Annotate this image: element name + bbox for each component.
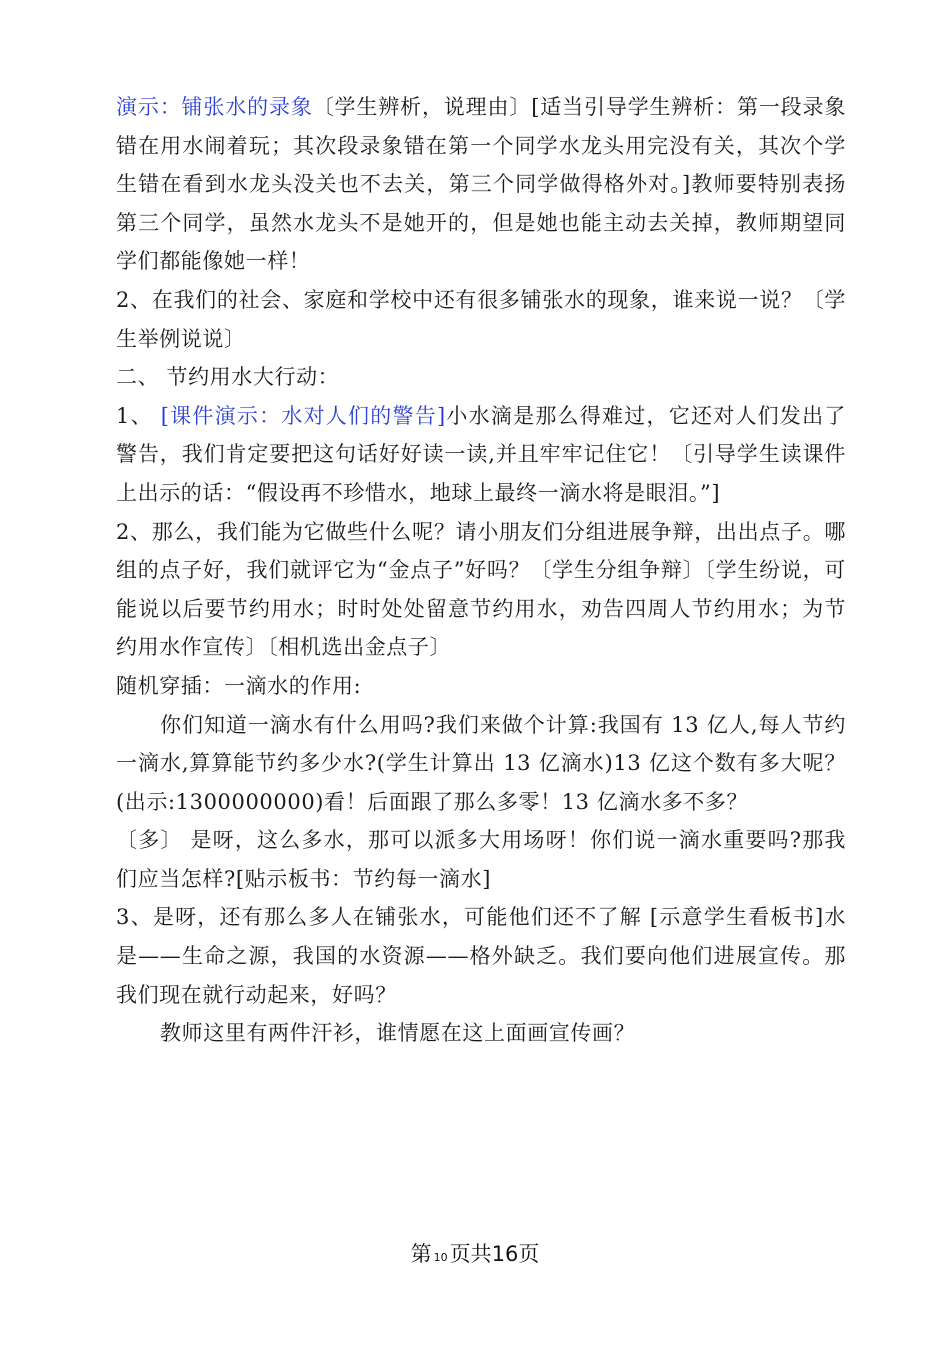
paragraph-group-discussion: 2、那么，我们能为它做些什么呢？请小朋友们分组进展争辩，出出点子。哪组的点子好，我们就评它为“金点子”好吗？〔学生分组争辩〕〔学生纷说，可能说以后要节约用水；时时处处留意节约用水，劝告四周人节约用水；为节约用水作宣传〕〔相机选出金点子〕 [116,519,846,660]
footer-total-pages: 16 [491,1242,519,1266]
item-number: 1、 [116,403,161,428]
paragraph-tshirt-painting: 教师这里有两件汗衫，谁情愿在这上面画宣传画？ [160,1021,636,1046]
footer-prefix: 第 [410,1242,432,1266]
paragraph-calculation: 你们知道一滴水有什么用吗?我们来做个计算:我国有 13 亿人,每人节约一滴水,算算能节约多少水?(学生计算出 13 亿滴水)13 亿这个数有多大呢？(出示:1300000000)看！后面跟了那么多零！13 亿滴水多不多？ [116,712,846,814]
footer-suffix: 页 [518,1242,540,1266]
document-body [116,88,846,1053]
paragraph-publicity: 3、是呀，还有那么多人在铺张水，可能他们还不了解 [示意学生看板书]水是——生命之源，我国的水资源——格外缺乏。我们要向他们进展宣传。那我们现在就行动起来，好吗？ [116,905,846,1007]
demo-video-text: 〔学生辨析，说理由〕[适当引导学生辨析：第一段录象错在用水闹着玩；其次段录象错在第一个同学水龙头用完没有关，其次个学生错在看到水龙头没关也不去关，第三个同学做得格外对。]教师要特别表扬第三个同学，虽然水龙头不是她开的，但是她也能主动去关掉，教师期望同学们都能像她一样！ [116,95,846,274]
courseware-text: 小水滴是那么得难过，它还对人们发出了警告，我们肯定要把这句话好好读一读,并且牢牢记住它！〔引导学生读课件上出示的话：“假设再不珍惜水，地球上最终一滴水将是眼泪。”] [116,403,846,505]
footer-middle: 页共 [449,1242,492,1266]
paragraph-importance: 〔多〕 是呀，这么多水，那可以派多大用场呀！你们说一滴水重要吗?那我们应当怎样?[贴示板书：节约每一滴水] [116,828,846,891]
paragraph-interlude-heading: 随机穿插：一滴水的作用: [116,673,362,698]
paragraph-demo-video [116,88,846,281]
section-heading-water-saving: 二、 节约用水大行动： [116,365,340,390]
paragraph-courseware-warning [116,397,846,513]
footer-page-number: 10 [433,1251,448,1264]
paragraph-waste-examples: 2、在我们的社会、家庭和学校中还有很多铺张水的现象，谁来说一说？〔学生举例说说〕 [116,287,846,351]
page-footer [0,1238,950,1268]
courseware-label: [课件演示：水对人们的警告] [160,403,446,428]
demo-video-label: 演示：铺张水的录象 [116,95,313,119]
